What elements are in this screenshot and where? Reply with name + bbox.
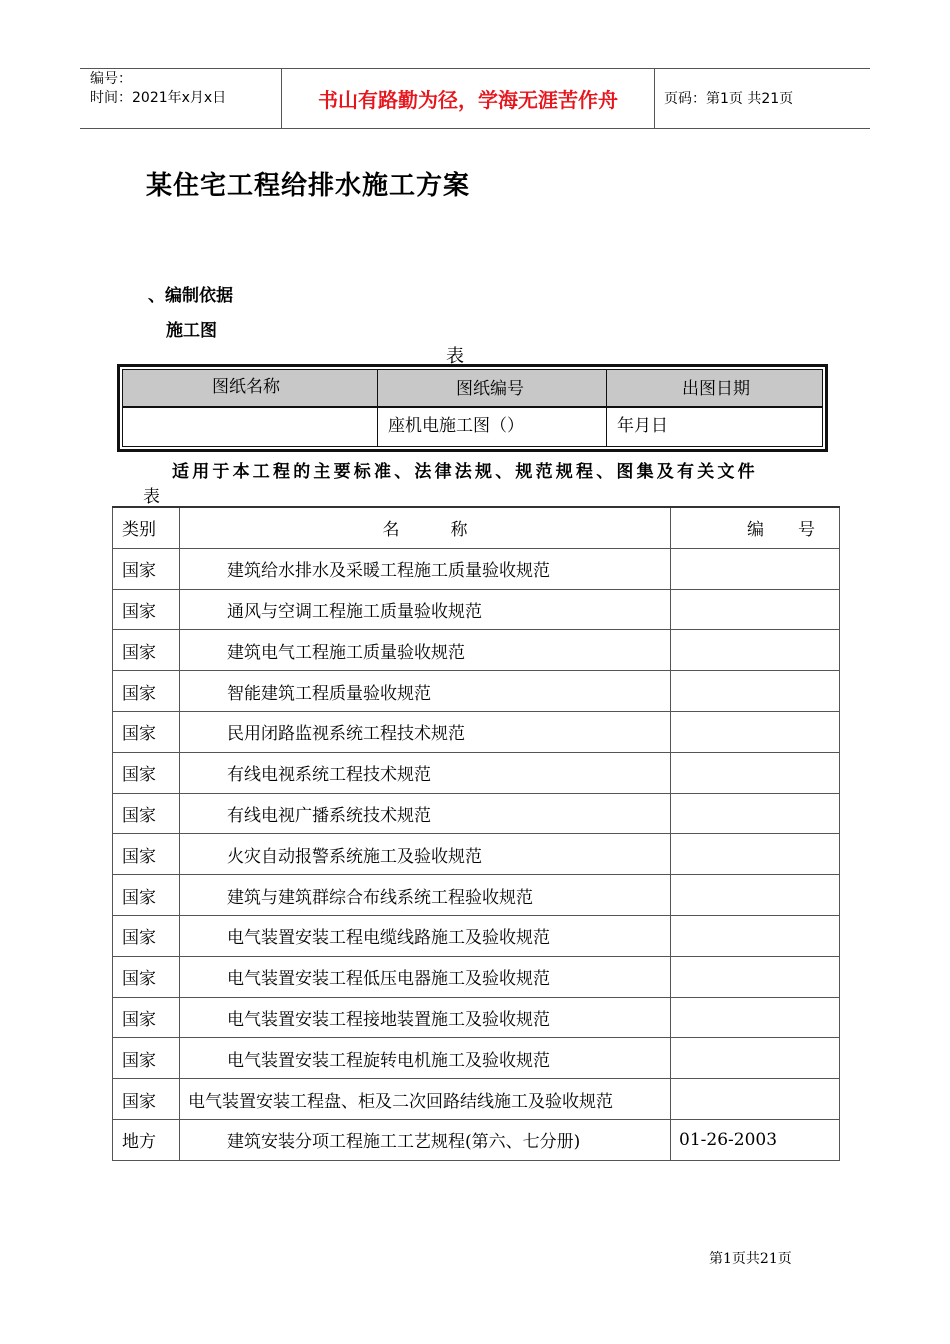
cell-category: 国家 [113, 548, 180, 589]
cell-number [671, 915, 840, 956]
header-top-rule [80, 68, 870, 69]
header-number: 编 号 [671, 507, 840, 548]
cell-number [671, 548, 840, 589]
cell-name: 电气装置安装工程低压电器施工及验收规范 [180, 956, 671, 997]
cell-category: 国家 [113, 997, 180, 1038]
table-row [113, 956, 840, 997]
cell-name: 通风与空调工程施工质量验收规范 [180, 589, 671, 630]
cell-number [671, 793, 840, 834]
cell-name: 电气装置安装工程旋转电机施工及验收规范 [180, 1038, 671, 1079]
cell-number [671, 630, 840, 671]
cell-name: 建筑给水排水及采暖工程施工质量验收规范 [180, 548, 671, 589]
table-header-rule [123, 406, 822, 408]
section-heading: 、编制依据 [148, 286, 233, 306]
cell-category: 国家 [113, 1038, 180, 1079]
cell-category: 国家 [113, 630, 180, 671]
table-row [113, 793, 840, 834]
header-meta [90, 70, 226, 108]
cell-name: 建筑电气工程施工质量验收规范 [180, 630, 671, 671]
cell-category: 国家 [113, 834, 180, 875]
cell-category: 国家 [113, 752, 180, 793]
cell-number [671, 752, 840, 793]
header-divider [654, 68, 655, 129]
table-row [113, 630, 840, 671]
table-header-row [113, 507, 840, 548]
cell-number [671, 1038, 840, 1079]
cell-number [671, 834, 840, 875]
header-motto: 书山有路勤为径，学海无涯苦作舟 [318, 88, 618, 112]
table-row [113, 1038, 840, 1079]
cell-name: 电气装置安装工程接地装置施工及验收规范 [180, 997, 671, 1038]
cell-category: 国家 [113, 1079, 180, 1120]
header-drawing-number: 图纸编号 [456, 379, 524, 399]
cell-category: 国家 [113, 671, 180, 712]
table-row [113, 875, 840, 916]
table-row [113, 834, 840, 875]
standards-table [112, 506, 840, 1161]
document-title: 某住宅工程给排水施工方案 [146, 171, 471, 201]
table-column-rule [606, 370, 607, 447]
cell-name: 火灾自动报警系统施工及验收规范 [180, 834, 671, 875]
header-name: 名 称 [180, 507, 671, 548]
sub-heading: 施工图 [166, 321, 217, 341]
table-row [113, 589, 840, 630]
cell-name: 建筑安装分项工程施工工艺规程(第六、七分册) [180, 1119, 671, 1160]
table-column-rule [377, 370, 378, 447]
cell-name: 电气装置安装工程电缆线路施工及验收规范 [180, 915, 671, 956]
table-row [113, 997, 840, 1038]
cell-name: 智能建筑工程质量验收规范 [180, 671, 671, 712]
cell-number [671, 1079, 840, 1120]
header-issue-date: 出图日期 [682, 379, 750, 399]
cell-issue-date: 年月日 [617, 416, 668, 436]
header-drawing-name: 图纸名称 [212, 377, 280, 397]
table-row [113, 1119, 840, 1160]
cell-category: 国家 [113, 875, 180, 916]
table-row [113, 752, 840, 793]
table-row [113, 671, 840, 712]
cell-number [671, 956, 840, 997]
cell-category: 国家 [113, 711, 180, 752]
cell-name: 建筑与建筑群综合布线系统工程验收规范 [180, 875, 671, 916]
cell-category: 国家 [113, 956, 180, 997]
header-bottom-rule [80, 128, 870, 129]
cell-category: 国家 [113, 589, 180, 630]
cell-name: 电气装置安装工程盘、柜及二次回路结线施工及验收规范 [180, 1079, 671, 1120]
cell-category: 国家 [113, 793, 180, 834]
cell-number [671, 711, 840, 752]
cell-category: 地方 [113, 1119, 180, 1160]
cell-number [671, 671, 840, 712]
table2-caption: 适用于本工程的主要标准、法律法规、规范规程、图集及有关文件 [172, 462, 758, 482]
table2-caption-label: 表 [143, 487, 160, 507]
code-label: 编号： [90, 71, 132, 87]
cell-name: 民用闭路监视系统工程技术规范 [180, 711, 671, 752]
cell-number [671, 589, 840, 630]
cell-drawing-number: 座机电施工图（） [388, 416, 524, 436]
header-category: 类别 [113, 507, 180, 548]
table1-caption: 表 [446, 346, 464, 367]
cell-category: 国家 [113, 915, 180, 956]
cell-number [671, 875, 840, 916]
cell-name: 有线电视广播系统技术规范 [180, 793, 671, 834]
table-row [113, 711, 840, 752]
page-footer: 第1页共21页 [709, 1251, 792, 1267]
table-row [113, 1079, 840, 1120]
header-page-info: 页码：第1页 共21页 [664, 91, 794, 107]
cell-number [671, 997, 840, 1038]
cell-number: 01-26-2003 [671, 1119, 840, 1160]
cell-name: 有线电视系统工程技术规范 [180, 752, 671, 793]
table-row [113, 548, 840, 589]
time-label: 时间：2021年x月x日 [90, 90, 227, 106]
table-row [113, 915, 840, 956]
